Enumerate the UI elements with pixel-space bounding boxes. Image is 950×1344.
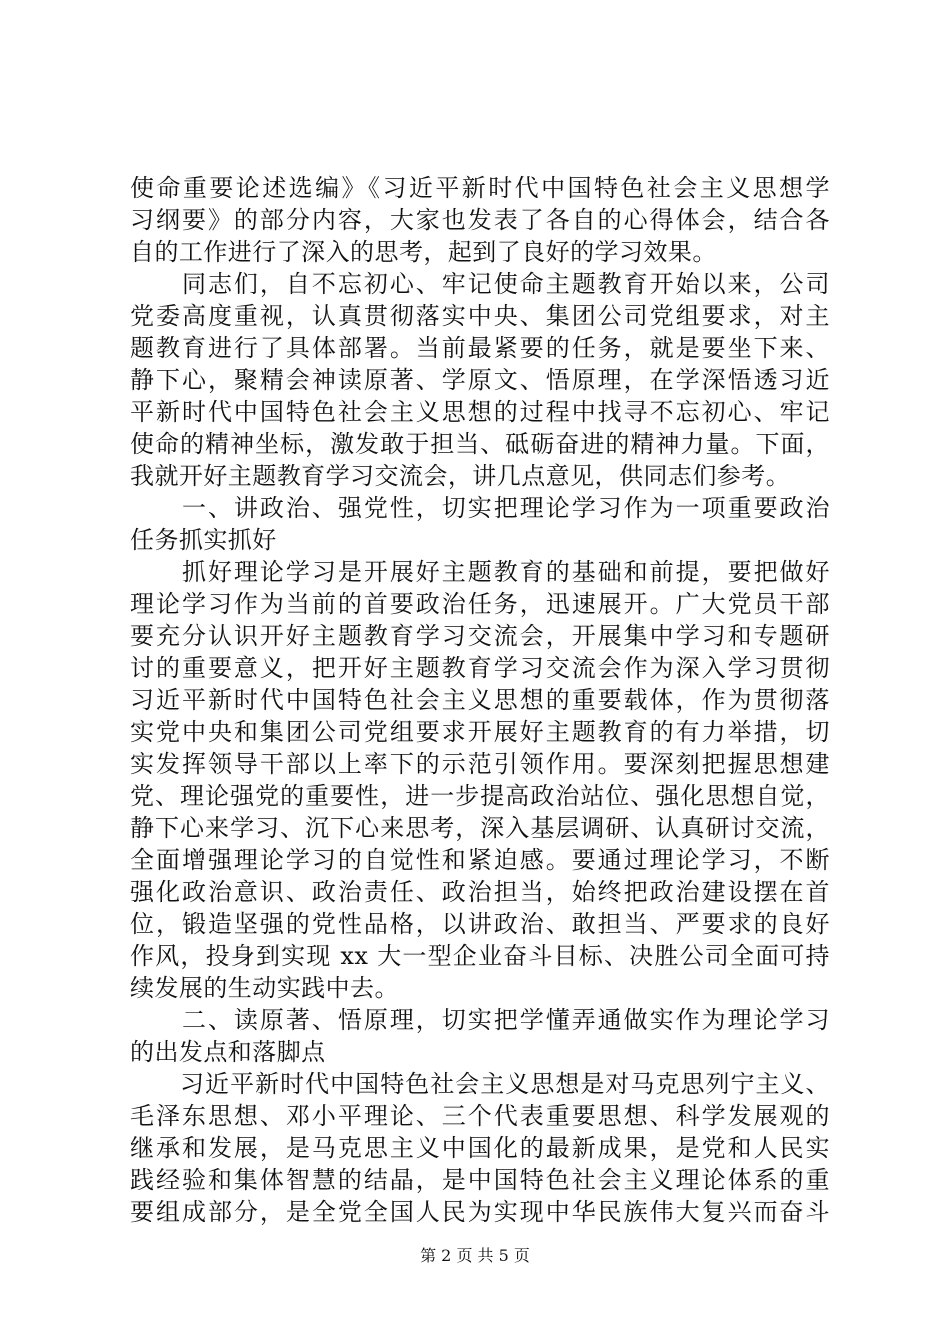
text-line: 实发挥领导干部以上率下的示范引领作用。要深刻把握思想建 bbox=[130, 750, 830, 778]
text-line: 位，锻造坚强的党性品格，以讲政治、敢担当、严要求的良好 bbox=[130, 910, 830, 938]
text-line: 使命重要论述选编》《习近平新时代中国特色社会主义思想学 bbox=[130, 174, 830, 202]
page-number-footer: 第 2 页 共 5 页 bbox=[420, 1246, 530, 1265]
document-body bbox=[130, 172, 830, 1228]
text-line: 强化政治意识、政治责任、政治担当，始终把政治建设摆在首 bbox=[130, 878, 830, 906]
text-line: 党委高度重视，认真贯彻落实中央、集团公司党组要求，对主 bbox=[130, 302, 830, 330]
text-line: 继承和发展，是马克思主义中国化的最新成果，是党和人民实 bbox=[130, 1134, 830, 1162]
text-line: 自的工作进行了深入的思考，起到了良好的学习效果。 bbox=[130, 238, 717, 266]
section-heading-line: 一、讲政治、强党性，切实把理论学习作为一项重要政治 bbox=[130, 494, 830, 522]
section-heading-line: 二、读原著、悟原理，切实把学懂弄通做实作为理论学习 bbox=[130, 1006, 830, 1034]
text-line: 我就开好主题教育学习交流会，讲几点意见，供同志们参考。 bbox=[130, 462, 791, 490]
text-line: 续发展的生动实践中去。 bbox=[130, 974, 399, 1002]
text-line: 全面增强理论学习的自觉性和紧迫感。要通过理论学习，不断 bbox=[130, 846, 830, 874]
text-line: 静下心来学习、沉下心来思考，深入基层调研、认真研讨交流， bbox=[130, 814, 830, 842]
text-line: 讨的重要意义，把开好主题教育学习交流会作为深入学习贯彻 bbox=[130, 654, 830, 682]
text-line: 要充分认识开好主题教育学习交流会，开展集中学习和专题研 bbox=[130, 622, 830, 650]
text-line: 习近平新时代中国特色社会主义思想的重要载体，作为贯彻落 bbox=[130, 686, 830, 714]
text-line: 静下心，聚精会神读原著、学原文、悟原理，在学深悟透习近 bbox=[130, 366, 830, 394]
section-heading-line: 任务抓实抓好 bbox=[130, 526, 277, 554]
text-line: 习近平新时代中国特色社会主义思想是对马克思列宁主义、 bbox=[130, 1070, 830, 1098]
text-line: 题教育进行了具体部署。当前最紧要的任务，就是要坐下来、 bbox=[130, 334, 830, 362]
text-line: 平新时代中国特色社会主义思想的过程中找寻不忘初心、牢记 bbox=[130, 398, 830, 426]
text-line: 践经验和集体智慧的结晶，是中国特色社会主义理论体系的重 bbox=[130, 1166, 830, 1194]
text-line: 理论学习作为当前的首要政治任务，迅速展开。广大党员干部 bbox=[130, 590, 830, 618]
section-heading-line: 的出发点和落脚点 bbox=[130, 1038, 326, 1066]
text-line: 作风，投身到实现 xx 大一型企业奋斗目标、决胜公司全面可持 bbox=[130, 942, 830, 970]
text-line: 实党中央和集团公司党组要求开展好主题教育的有力举措，切 bbox=[130, 718, 830, 746]
text-line: 毛泽东思想、邓小平理论、三个代表重要思想、科学发展观的 bbox=[130, 1102, 830, 1130]
text-line: 同志们，自不忘初心、牢记使命主题教育开始以来，公司 bbox=[130, 270, 830, 298]
text-line: 抓好理论学习是开展好主题教育的基础和前提，要把做好 bbox=[130, 558, 830, 586]
text-line: 习纲要》的部分内容，大家也发表了各自的心得体会，结合各 bbox=[130, 206, 830, 234]
text-line: 要组成部分，是全党全国人民为实现中华民族伟大复兴而奋斗 bbox=[130, 1198, 830, 1226]
text-line: 党、理论强党的重要性，进一步提高政治站位、强化思想自觉， bbox=[130, 782, 830, 810]
text-line: 使命的精神坐标，激发敢于担当、砥砺奋进的精神力量。下面， bbox=[130, 430, 830, 458]
